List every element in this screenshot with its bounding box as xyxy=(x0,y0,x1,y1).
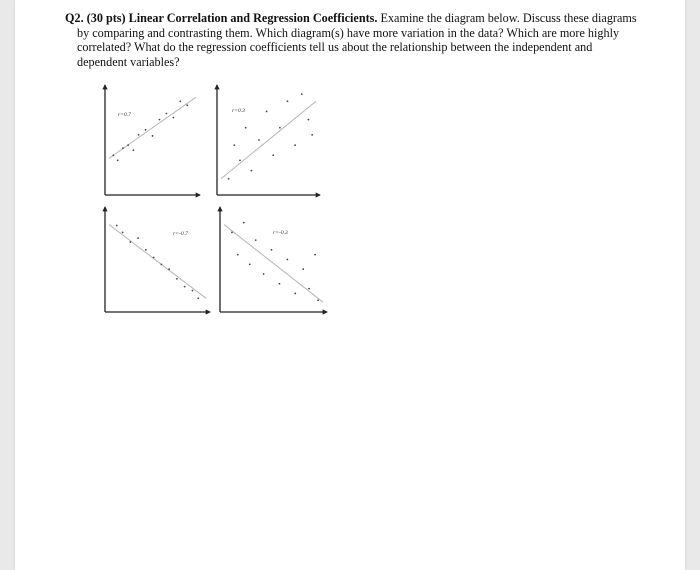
data-point xyxy=(233,144,235,146)
question-number: Q2. xyxy=(65,11,84,25)
data-point xyxy=(122,147,124,149)
data-point xyxy=(279,127,281,129)
data-point xyxy=(279,283,281,285)
regression-line xyxy=(109,97,196,158)
data-point xyxy=(294,144,296,146)
data-point xyxy=(314,254,316,256)
data-point xyxy=(129,241,131,243)
data-point xyxy=(302,268,304,270)
correlation-label: r=0.7 xyxy=(118,112,131,118)
regression-line xyxy=(224,225,323,303)
data-point xyxy=(197,297,199,299)
data-point xyxy=(127,144,129,146)
data-point xyxy=(138,134,140,136)
data-point xyxy=(117,160,119,162)
data-point xyxy=(249,263,251,265)
data-point xyxy=(145,249,147,251)
data-point xyxy=(172,117,174,119)
data-point xyxy=(311,134,313,136)
data-point xyxy=(168,268,170,270)
data-point xyxy=(145,129,147,131)
data-point xyxy=(112,154,114,156)
data-point xyxy=(301,93,303,95)
data-point xyxy=(160,263,162,265)
regression-line xyxy=(109,225,206,299)
data-point xyxy=(271,249,273,251)
scatter-diagram-grid xyxy=(15,0,685,570)
data-point xyxy=(137,237,139,239)
data-point xyxy=(251,170,253,172)
data-point xyxy=(132,149,134,151)
data-point xyxy=(294,293,296,295)
question-heading: Linear Correlation and Regression Coefficients. xyxy=(128,11,378,25)
data-point xyxy=(317,299,319,301)
data-point xyxy=(186,104,188,106)
data-point xyxy=(122,231,124,233)
data-point xyxy=(239,160,241,162)
correlation-label: r=-0.3 xyxy=(273,230,288,236)
data-point xyxy=(255,239,257,241)
data-point xyxy=(266,111,268,113)
data-point xyxy=(176,278,178,280)
data-point xyxy=(237,254,239,256)
data-point xyxy=(243,222,245,224)
data-point xyxy=(116,225,118,227)
correlation-label: r=0.3 xyxy=(232,108,245,114)
scatter-diagram-1 xyxy=(105,85,200,195)
data-point xyxy=(184,286,186,288)
data-point xyxy=(245,127,247,129)
question-body: Examine the diagram below. Discuss these diagrams by comparing and contrasting them. Which diagram(s) have more variation in the data? Which are more highly correlated? What do the regression coefficients tell us about the relationship between the independent and dependent variables? xyxy=(77,11,637,69)
data-point xyxy=(153,257,155,259)
data-point xyxy=(286,259,288,261)
data-point xyxy=(179,100,181,102)
data-point xyxy=(152,135,154,137)
correlation-label: r=-0.7 xyxy=(173,231,188,237)
data-point xyxy=(287,100,289,102)
data-point xyxy=(263,273,265,275)
data-point xyxy=(192,290,194,292)
scatter-diagram-2 xyxy=(217,85,320,195)
data-point xyxy=(308,119,310,121)
data-point xyxy=(159,119,161,121)
data-point xyxy=(308,288,310,290)
document-page xyxy=(15,0,685,570)
data-point xyxy=(258,139,260,141)
scatter-diagram-3 xyxy=(105,207,210,312)
data-point xyxy=(228,178,230,180)
data-point xyxy=(272,154,274,156)
scatter-diagram-4 xyxy=(220,207,327,312)
question-points: (30 pts) xyxy=(86,11,126,25)
data-point xyxy=(231,231,233,233)
data-point xyxy=(166,113,168,115)
